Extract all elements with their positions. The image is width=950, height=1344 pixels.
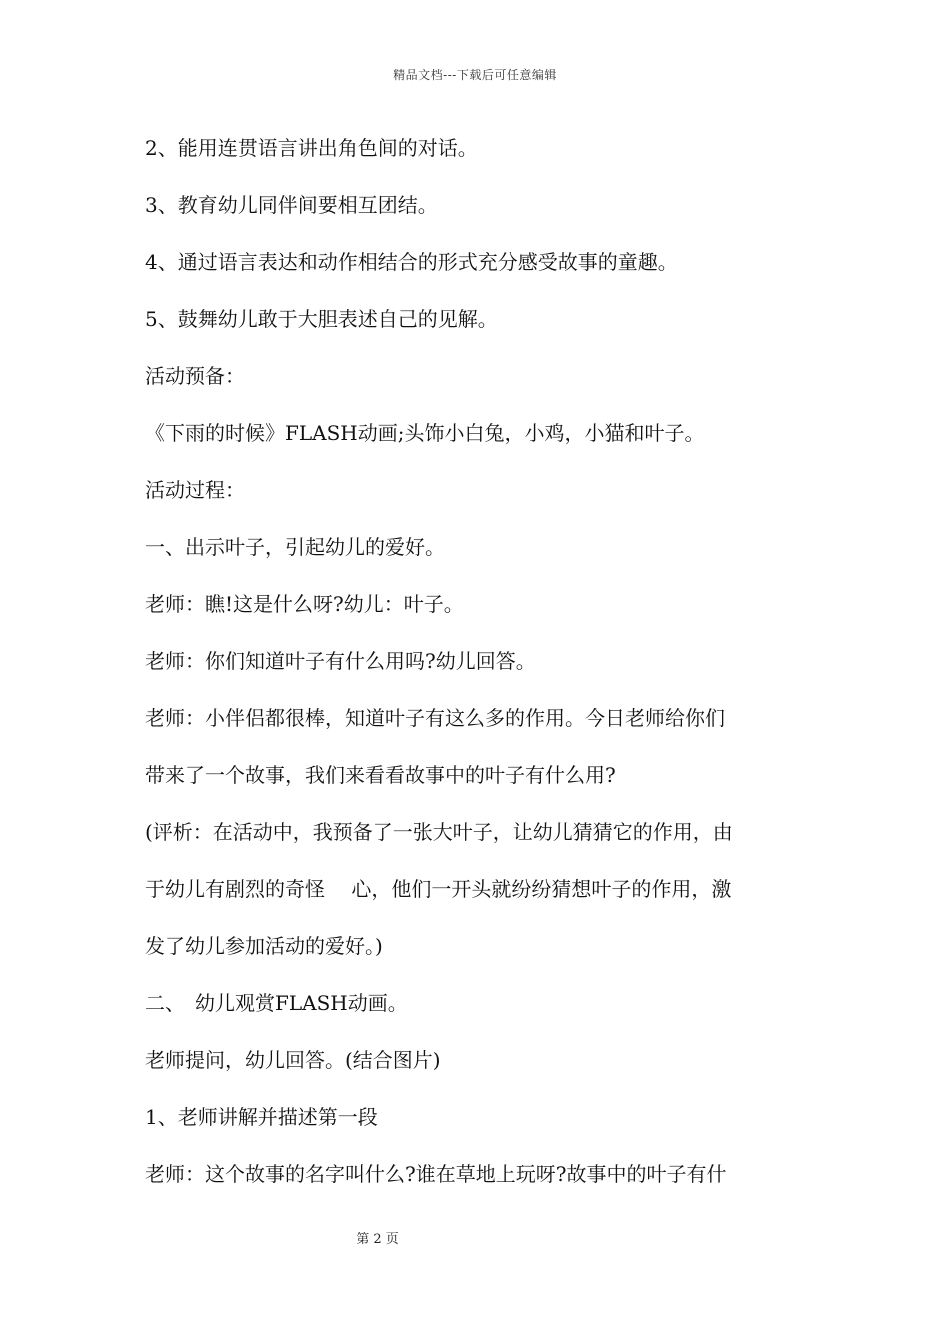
body-line: 2、能用连贯语言讲出角色间的对话。 xyxy=(145,136,478,160)
body-line: 老师提问，幼儿回答。(结合图片) xyxy=(145,1048,441,1072)
body-line: 带来了一个故事，我们来看看故事中的叶子有什么用? xyxy=(145,763,616,787)
page-number: 第 2 页 xyxy=(356,1232,399,1247)
body-line: 老师：小伴侣都很棒，知道叶子有这么多的作用。今日老师给你们 xyxy=(145,706,725,730)
body-line: 于幼儿有剧烈的奇怪 心，他们一开头就纷纷猜想叶子的作用，激 xyxy=(145,877,732,901)
body-line: 5、鼓舞幼儿敢于大胆表述自己的见解。 xyxy=(145,307,498,331)
body-line: (评析：在活动中，我预备了一张大叶子，让幼儿猜猜它的作用，由 xyxy=(145,820,733,844)
body-line: 二、 幼儿观赏FLASH动画。 xyxy=(145,991,408,1015)
body-line: 1、老师讲解并描述第一段 xyxy=(145,1105,378,1129)
section-heading: 活动过程： xyxy=(145,478,245,502)
body-line: 发了幼儿参加活动的爱好。) xyxy=(145,934,383,958)
body-line: 老师：你们知道叶子有什么用吗?幼儿回答。 xyxy=(145,649,536,673)
body-line: 《下雨的时候》FLASH动画;头饰小白兔，小鸡，小猫和叶子。 xyxy=(145,421,705,445)
document-body xyxy=(145,136,815,1219)
body-line: 4、通过语言表达和动作相结合的形式充分感受故事的童趣。 xyxy=(145,250,678,274)
body-line: 老师：这个故事的名字叫什么?谁在草地上玩呀?故事中的叶子有什 xyxy=(145,1162,727,1186)
section-heading: 活动预备： xyxy=(145,364,245,388)
body-line: 老师：瞧!这是什么呀?幼儿：叶子。 xyxy=(145,592,464,616)
page-header: 精品文档---下载后可任意编辑 xyxy=(393,68,557,82)
body-line: 3、教育幼儿同伴间要相互团结。 xyxy=(145,193,438,217)
body-line: 一、出示叶子，引起幼儿的爱好。 xyxy=(145,535,445,559)
